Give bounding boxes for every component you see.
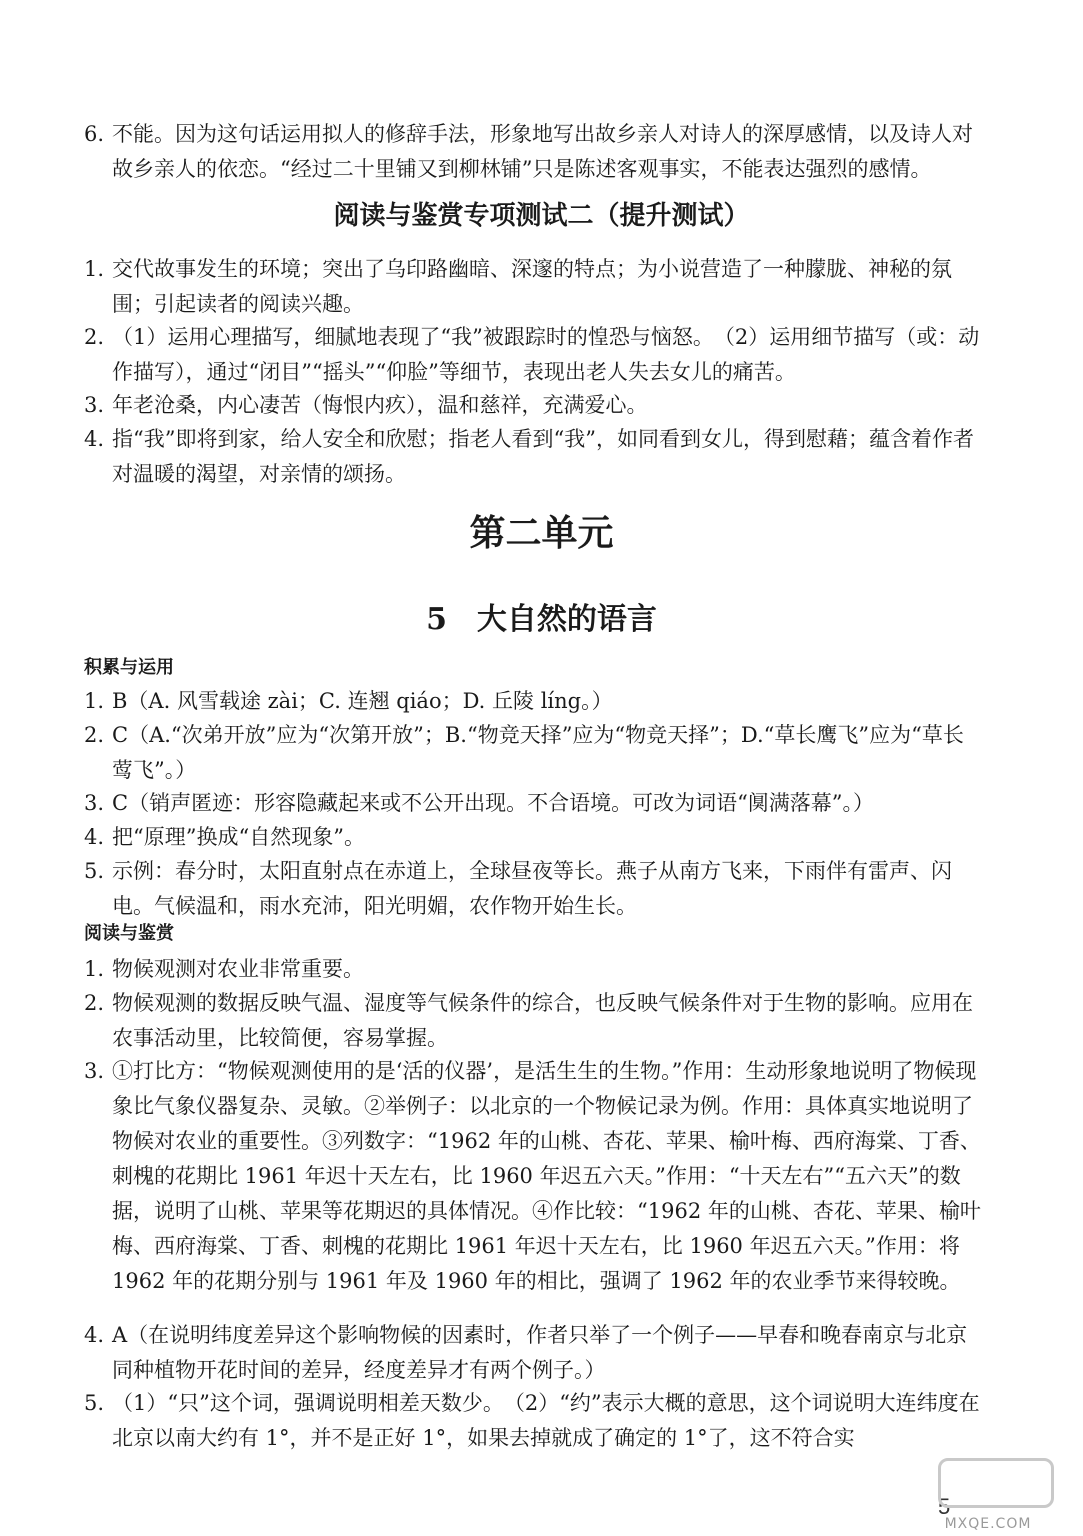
item-number: 1. — [84, 689, 105, 713]
page-number: 5 — [938, 1494, 951, 1519]
read-item-2 — [84, 986, 984, 1056]
lesson-title: 5 大自然的语言 — [426, 602, 657, 637]
item-number: 4. — [84, 1323, 105, 1347]
read-item-4 — [84, 1318, 984, 1388]
acc-item-1 — [84, 684, 984, 719]
item-text: 把“原理”换成“自然现象”。 — [112, 825, 365, 849]
item-number: 3. — [84, 791, 105, 815]
item-text: ①打比方：“物候观测使用的是‘活的仪器’，是活生生的生物。”作用：生动形象地说明了物候现象比气象仪器复杂、灵敏。②举例子：以北京的一个物候记录为例。作用：具体真实地说明了物候对农业的重要性。③列数字：“1962 年的山桃、杏花、苹果、榆叶梅、西府海棠、丁香、刺槐的花期比 1961 年迟十天左右，比 1960 年迟五六天。”作用：“十天左右”“五六天”的数据，说明了山桃、苹果等花期迟的具体情况。④作比较：“1962 年的山桃、杏花、苹果、榆叶梅、西府海棠、丁香、刺槐的花期比 1961 年迟十天左右，比 1960 年迟五六天。”作用：将 1962 年的花期分别与 1961 年及 1960 年的相比，强调了 1962 年的农业季节来得较晚。 — [112, 1059, 981, 1293]
item-number: 6. — [84, 122, 105, 146]
item-text: 不能。因为这句话运用拟人的修辞手法，形象地写出故乡亲人对诗人的深厚感情，以及诗人对故乡亲人的依恋。“经过二十里铺又到柳林铺”只是陈述客观事实，不能表达强烈的感情。 — [112, 122, 973, 181]
item-text: 交代故事发生的环境；突出了乌印路幽暗、深邃的特点；为小说营造了一种朦胧、神秘的氛围；引起读者的阅读兴趣。 — [112, 257, 952, 316]
read-item-5 — [84, 1386, 984, 1456]
subheading-accumulation: 积累与运用 — [84, 657, 174, 678]
item-number: 4. — [84, 825, 105, 849]
item-number: 2. — [84, 723, 105, 747]
item-text: （1）“只”这个词，强调说明相差天数少。 （2）“约”表示大概的意思，这个词说明大连纬度在北京以南大约有 1°，并不是正好 1°，如果去掉就成了确定的 1°了，这不符合实 — [112, 1391, 980, 1450]
read-item-1 — [84, 952, 984, 987]
acc-item-2 — [84, 718, 984, 788]
item-number: 1. — [84, 257, 105, 281]
watermark-text: MXQE.COM — [944, 1516, 1032, 1532]
item-text: 物候观测的数据反映气温、湿度等气候条件的综合，也反映气候条件对于生物的影响。应用在农事活动里，比较简便，容易掌握。 — [112, 991, 973, 1050]
item-text: C（A.“次弟开放”应为“次第开放”；B.“物竞天择”应为“物竞天择”；D.“草长鹰飞”应为“草长莺飞”。） — [112, 723, 964, 782]
item-number: 2. — [84, 325, 105, 349]
item-number: 2. — [84, 991, 105, 1015]
watermark — [900, 1458, 1076, 1532]
test-item-1 — [84, 252, 984, 322]
item-number: 3. — [84, 1059, 105, 1083]
item-text: 物候观测对农业非常重要。 — [112, 957, 364, 981]
item-text: C（销声匿迹：形容隐藏起来或不公开出现。不合语境。可改为词语“阒满落幕”。） — [112, 791, 875, 815]
item-text: B（A. 风雪载途 zài；C. 连翘 qiáo；D. 丘陵 líng。） — [112, 689, 613, 713]
test-item-3 — [84, 388, 984, 423]
item-number: 5. — [84, 1391, 105, 1415]
item-number: 5. — [84, 859, 105, 883]
item-text: （1）运用心理描写，细腻地表现了“我”被跟踪时的惶恐与恼怒。 （2）运用细节描写（或：动作描写），通过“闭目”“摇头”“仰脸”等细节，表现出老人失去女儿的痛苦。 — [112, 325, 980, 384]
test-section-title: 阅读与鉴赏专项测试二（提升测试） — [333, 201, 750, 231]
acc-item-4 — [84, 820, 984, 855]
item-text: 示例：春分时，太阳直射点在赤道上，全球昼夜等长。燕子从南方飞来，下雨伴有雷声、闪电。气候温和，雨水充沛，阳光明媚，农作物开始生长。 — [112, 859, 952, 918]
item-number: 3. — [84, 393, 105, 417]
answer-item-6 — [84, 117, 984, 187]
acc-item-5 — [84, 854, 984, 924]
item-text: 指“我”即将到家，给人安全和欣慰；指老人看到“我”，如同看到女儿，得到慰藉；蕴含着作者对温暖的渴望，对亲情的颂扬。 — [112, 427, 974, 486]
acc-item-3 — [84, 786, 984, 821]
subheading-reading: 阅读与鉴赏 — [84, 923, 174, 944]
watermark-logo-icon — [938, 1458, 1054, 1508]
item-text: A（在说明纬度差异这个影响物候的因素时，作者只举了一个例子——早春和晚春南京与北京同种植物开花时间的差异，经度差异才有两个例子。） — [112, 1323, 968, 1382]
test-item-2 — [84, 320, 984, 390]
item-number: 4. — [84, 427, 105, 451]
test-item-4 — [84, 422, 984, 492]
unit-title: 第二单元 — [469, 512, 614, 554]
item-number: 1. — [84, 957, 105, 981]
item-text: 年老沧桑，内心凄苦（悔恨内疚），温和慈祥，充满爱心。 — [112, 393, 648, 417]
read-item-3 — [84, 1054, 984, 1299]
